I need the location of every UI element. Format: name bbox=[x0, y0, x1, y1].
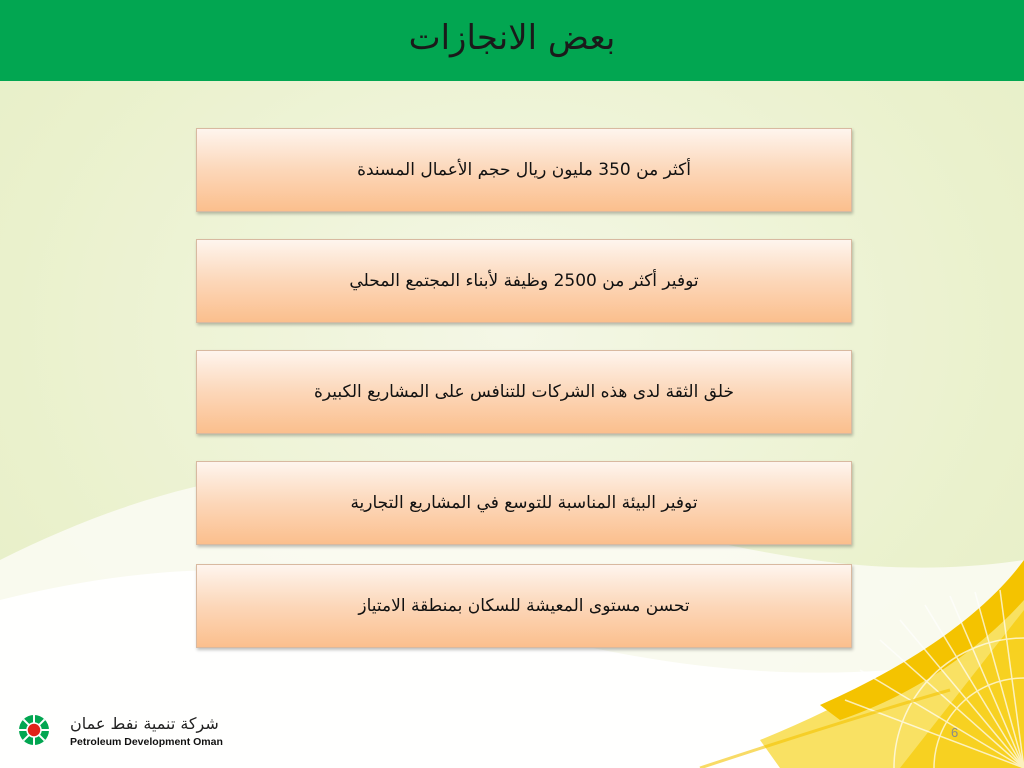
achievement-text-4: توفير البيئة المناسبة للتوسع في المشاريع التجارية bbox=[350, 493, 698, 513]
title-bar bbox=[0, 0, 1024, 81]
slide-number: 6 bbox=[951, 725, 959, 740]
logo-english-name: Petroleum Development Oman bbox=[70, 736, 223, 748]
achievement-box-5 bbox=[196, 564, 852, 648]
slide-title: بعض الانجازات bbox=[408, 17, 616, 58]
achievement-text-2: توفير أكثر من 2500 وظيفة لأبناء المجتمع المحلي bbox=[349, 271, 699, 291]
logo-arabic-name: شركة تنمية نفط عمان bbox=[70, 714, 219, 733]
achievement-box-2 bbox=[196, 239, 852, 323]
achievement-box-3 bbox=[196, 350, 852, 434]
achievement-text-1: أكثر من 350 مليون ريال حجم الأعمال المسندة bbox=[357, 160, 691, 180]
pdo-emblem-icon bbox=[18, 714, 50, 746]
achievement-text-3: خلق الثقة لدى هذه الشركات للتنافس على المشاريع الكبيرة bbox=[313, 382, 735, 402]
achievement-box-1 bbox=[196, 128, 852, 212]
achievement-box-4 bbox=[196, 461, 852, 545]
achievement-text-5: تحسن مستوى المعيشة للسكان بمنطقة الامتياز bbox=[358, 596, 690, 616]
pdo-logo bbox=[18, 714, 258, 754]
